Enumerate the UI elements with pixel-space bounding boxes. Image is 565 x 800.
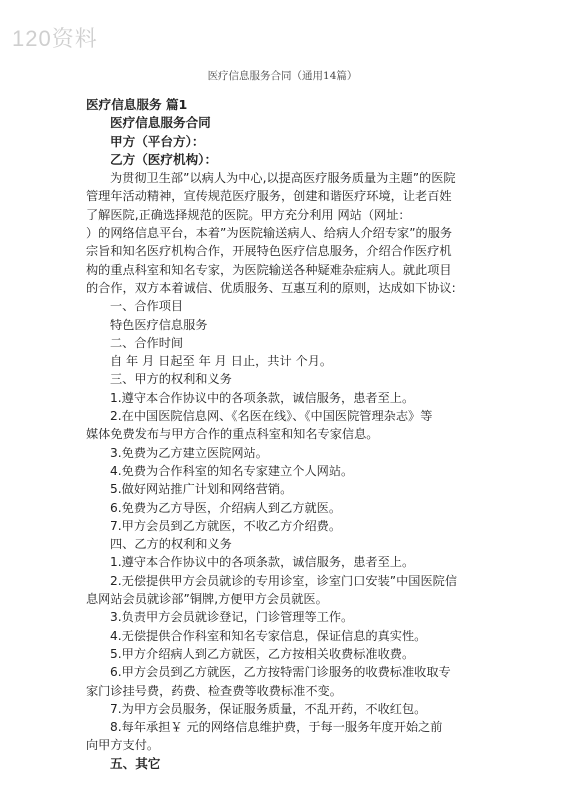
list-item-continuation: 向甲方支付。 [86,738,160,753]
list-item: 3.免费为乙方建立医院网站。 [110,445,268,460]
list-item: 4.免费为合作科室的知名专家建立个人网站。 [110,463,354,478]
section-4-title: 四、乙方的权利和义务 [110,537,232,552]
list-item-continuation: 息网站会员就诊部”铜牌,方便甲方会员就医。 [86,592,328,607]
section-1-body: 特色医疗信息服务 [110,317,208,332]
contract-title: 医疗信息服务合同 [110,115,211,131]
section-5-title: 五、其它 [110,755,161,771]
list-item: 6.甲方会员到乙方就医，乙方按特需门诊服务的收费标准收取专 [110,665,451,680]
paragraph-line: 为贯彻卫生部”以病人为中心,以提高医疗服务质量为主题”的医院 [110,171,456,186]
list-item: 5.甲方介绍病人到乙方就医，乙方按相关收费标准收费。 [110,646,415,661]
list-item: 3.负责甲方会员就诊登记，门诊管理等工作。 [110,610,354,625]
list-item: 7.甲方会员到乙方就医，不收乙方介绍费。 [110,518,342,533]
party-b-label: 乙方（医疗机构）： [110,151,218,167]
list-item: 5.做好网站推广计划和网络营销。 [110,482,293,497]
party-a-label: 甲方（平台方）： [110,133,205,149]
list-item: 6.免费为乙方导医，介绍病人到乙方就医。 [110,500,342,515]
list-item: 1.遵守本合作协议中的各项条款，诚信服务，患者至上。 [110,390,415,405]
intro-paragraph [86,169,478,297]
section-3-title: 三、甲方的权利和义务 [110,372,232,387]
document-title: 医疗信息服务合同（通用14篇） [207,70,358,82]
list-item: 7.为甲方会员服务，保证服务质量，不乱开药，不收红包。 [110,701,427,716]
section-2-body: 自 年 月 日起至 年 月 日止，共计 个月。 [110,354,333,369]
list-item: 2.无偿提供甲方会员就诊的专用诊室，诊室门口安装”中国医院信 [110,573,458,588]
section-1-title: 一、合作项目 [110,299,184,314]
list-item-continuation: 媒体免费发布与甲方合作的重点科室和知名专家信息。 [86,427,379,442]
list-item: 8.每年承担￥ 元的网络信息维护费，于每一服务年度开始之前 [110,720,443,735]
paragraph-line: 了解医院,正确选择规范的医院。甲方充分利用 网站（网址： [86,207,411,222]
paragraph-line: 宗旨和知名医疗机构合作，开展特色医疗信息服务，介绍合作医疗机 [86,244,452,259]
section-heading: 医疗信息服务 篇1 [86,97,188,112]
list-item: 4.无偿提供合作科室和知名专家信息，保证信息的真实性。 [110,628,427,643]
list-item-continuation: 家门诊挂号费，药费、检查费等收费标准不变。 [86,683,342,698]
paragraph-line: ）的网络信息平台，本着”为医院输送病人、给病人介绍专家”的服务 [86,226,453,241]
paragraph-line: 的合作，双方本着诚信、优质服务、互惠互利的原则，达成如下协议: [86,280,456,295]
section-2-title: 二、合作时间 [110,335,184,350]
watermark-logo: 120资料 [12,26,98,51]
list-item: 2.在中国医院信息网、《名医在线》、《中国医院管理杂志》等 [110,409,433,424]
paragraph-line: 管理年活动精神，宣传规范医疗服务，创建和谐医疗环境，让老百姓 [86,189,452,204]
paragraph-line: 构的重点科室和知名专家，为医院输送各种疑难杂症病人。就此项目 [86,262,452,277]
document-body [86,96,478,773]
list-item: 1.遵守本合作协议中的各项条款，诚信服务，患者至上。 [110,555,415,570]
